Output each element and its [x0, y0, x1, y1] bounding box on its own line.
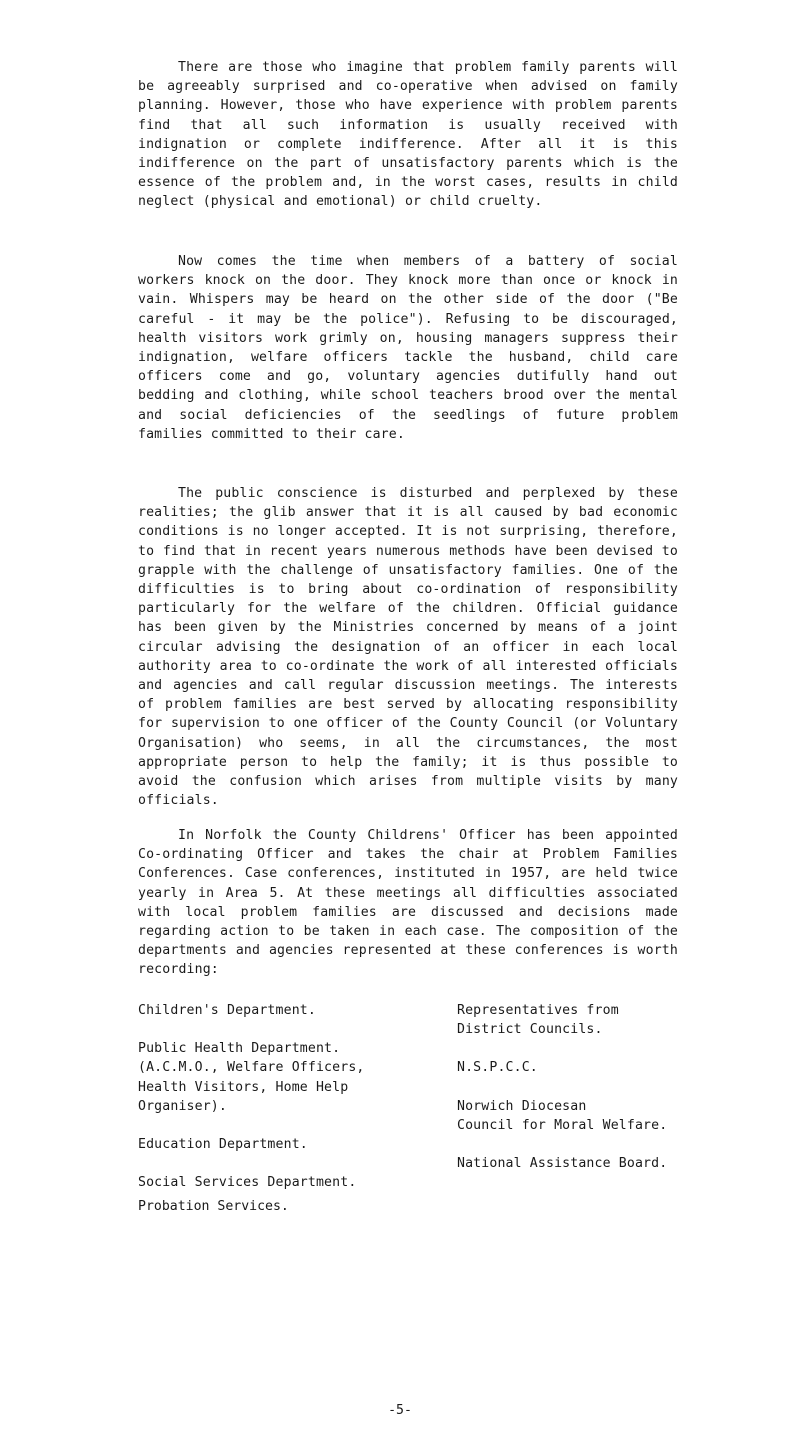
representatives-list-left [138, 1001, 438, 1211]
representatives-list-right [457, 1001, 717, 1192]
list-item: N.S.P.C.C. [457, 1060, 538, 1076]
representatives-extra-item: Probation Services. [138, 1199, 289, 1214]
list-item: Public Health Department. (A.C.M.O., Welfare Officers, Health Visitors, Home Help Organiser). [138, 1041, 365, 1114]
paragraph-norfolk-conferences: In Norfolk the County Childrens' Officer has been appointed Co-ordinating Officer and takes the chair at Problem Families Conferences. Case conferences, instituted in 1957, are held twice yearly in Area 5. At these meetings all difficulties associated with local problem families are discussed and decisions made regarding action to be taken in each case. The composition of the departments and agencies represented at these conferences is worth recording: [138, 828, 678, 978]
paragraph-family-planning: There are those who imagine that problem family parents will be agreeably surprised and co-operative when advised on family planning. However, those who have experience with problem parents find that all such information is usually received with indignation or complete indifference. After all it is this indifference on the part of unsatisfactory parents which is the essence of the problem and, in the worst cases, results in child neglect (physical and emotional) or child cruelty. [138, 60, 678, 210]
list-item: Children's Department. [138, 1003, 316, 1018]
list-item: Representatives from District Councils. [457, 1003, 619, 1038]
paragraph-public-conscience: The public conscience is disturbed and perplexed by these realities; the glib answer that it is all caused by bad economic conditions is no longer accepted. It is not surprising, therefore, to find that in recent years numerous methods have been devised to grapple with the challenge of unsatisfactory families. One of the difficulties is to bring about co-ordination of responsibility particularly for the welfare of the children. Official guidance has been given by the Ministries concerned by means of a joint circular advising the designation of an officer in each local authority area to co-ordinate the work of all interested officials and agencies and call regular discussion meetings. The interests of problem families are best served by allocating responsibility for supervision to one officer of the County Council (or Voluntary Organisation) who seems, in all the circumstances, the most appropriate person to help the family; it is thus possible to avoid the confusion which arises from multiple visits by many officials. [138, 486, 678, 809]
page-number: -5- [388, 1403, 412, 1418]
paragraph-social-workers: Now comes the time when members of a battery of social workers knock on the door. They knock more than once or knock in vain. Whispers may be heard on the other side of the door ("Be careful - it may be the police"). Refusing to be discouraged, health visitors work grimly on, housing managers suppress their indignation, welfare officers tackle the husband, child care officers come and go, voluntary agencies dutifully hand out bedding and clothing, while school teachers brood over the mental and social deficiencies of the seedlings of future problem families committed to their care. [138, 254, 678, 442]
list-item: National Assistance Board. [457, 1156, 668, 1172]
list-item: Norwich Diocesan Council for Moral Welfare. [457, 1098, 668, 1133]
list-item: Social Services Department. [138, 1175, 357, 1191]
list-item: Education Department. [138, 1137, 308, 1153]
